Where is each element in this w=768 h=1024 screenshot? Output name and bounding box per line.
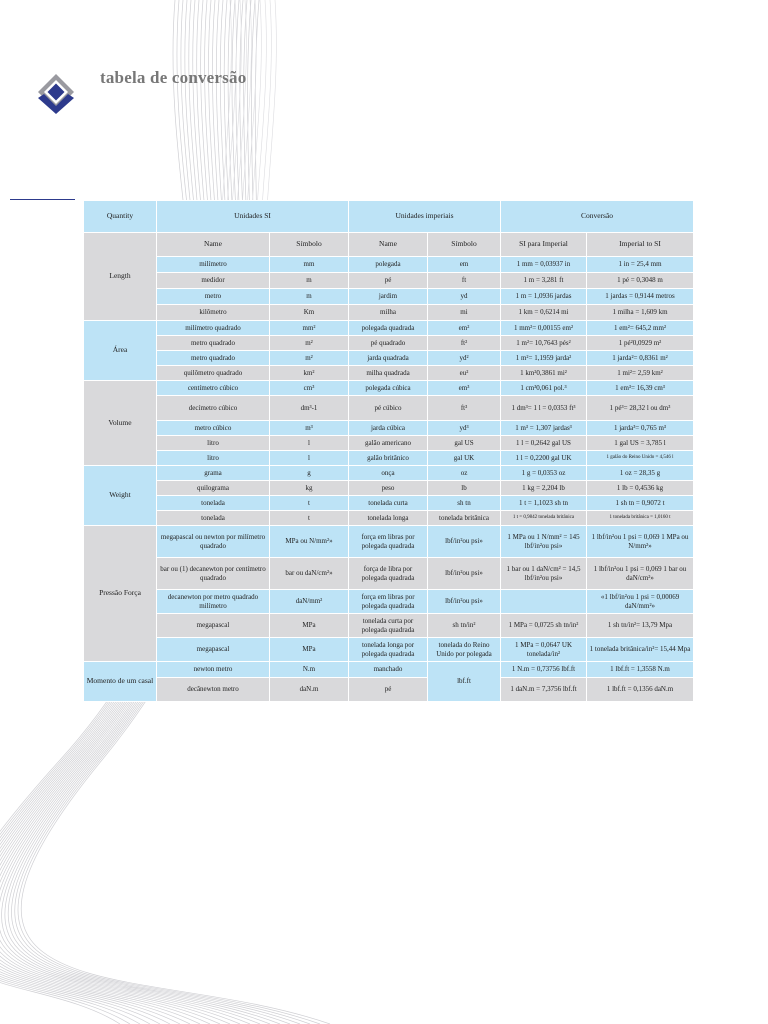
si-name-cell: megapascal <box>157 638 270 662</box>
imperial-to-si-cell: 1 milha = 1,609 km <box>587 305 694 321</box>
si-name-cell: milímetro quadrado <box>157 321 270 336</box>
imperial-units-header: Unidades imperiais <box>349 201 501 233</box>
imperial-to-si-cell: 1 gal US = 3,785 l <box>587 436 694 451</box>
imperial-name-cell: pé quadrado <box>349 336 428 351</box>
si-name-cell: centímetro cúbico <box>157 381 270 396</box>
si-symbol-cell: N.m <box>270 662 349 678</box>
imperial-symbol-cell: ft² <box>428 336 501 351</box>
imperial-symbol-cell: lbf/in²ou psi» <box>428 526 501 558</box>
imperial-symbol-cell: yd³ <box>428 421 501 436</box>
imperial-to-si-cell: 1 pé = 0,3048 m <box>587 273 694 289</box>
si-name-cell: medidor <box>157 273 270 289</box>
imperial-symbol-cell: ft <box>428 273 501 289</box>
subheader-symbol-imp: Símbolo <box>428 233 501 257</box>
si-symbol-cell: daN.m <box>270 678 349 702</box>
si-to-imperial-cell: 1 dm³= 1 l = 0,0353 ft³ <box>501 396 587 421</box>
imperial-name-cell: pé <box>349 273 428 289</box>
si-to-imperial-cell: 1 daN.m = 7,3756 lbf.ft <box>501 678 587 702</box>
imperial-name-cell: peso <box>349 481 428 496</box>
si-symbol-cell: m <box>270 289 349 305</box>
si-symbol-cell: MPa <box>270 614 349 638</box>
table-row <box>84 381 694 396</box>
imperial-to-si-cell: 1 jarda²= 0,8361 m² <box>587 351 694 366</box>
imperial-symbol-cell: lbf/in²ou psi» <box>428 590 501 614</box>
si-name-cell: litro <box>157 451 270 466</box>
table-row <box>84 662 694 678</box>
table-row <box>84 396 694 421</box>
quantity-group-label: Pressão Força <box>84 526 157 662</box>
table-row <box>84 511 694 526</box>
imperial-to-si-cell: 1 tonelada britânica = 1,0160 t <box>587 511 694 526</box>
imperial-symbol-cell: mi <box>428 305 501 321</box>
si-symbol-cell: l <box>270 451 349 466</box>
table-row <box>84 336 694 351</box>
table-row <box>84 351 694 366</box>
imperial-name-cell: milha <box>349 305 428 321</box>
imperial-to-si-cell: «1 lbf/in²ou 1 psi = 0,00069 daN/mm²» <box>587 590 694 614</box>
table-row <box>84 638 694 662</box>
quantity-group-label: Área <box>84 321 157 381</box>
imperial-symbol-cell: em² <box>428 321 501 336</box>
quantity-header: Quantity <box>84 201 157 233</box>
table-row <box>84 590 694 614</box>
si-to-imperial-cell: 1 m = 1,0936 jardas <box>501 289 587 305</box>
si-symbol-cell: l <box>270 436 349 451</box>
table-row <box>84 614 694 638</box>
table-row <box>84 558 694 590</box>
table-row <box>84 678 694 702</box>
imperial-symbol-cell: lbf.ft <box>428 662 501 702</box>
si-name-cell: quilograma <box>157 481 270 496</box>
si-symbol-cell: mm² <box>270 321 349 336</box>
imperial-symbol-cell: gal US <box>428 436 501 451</box>
imperial-name-cell: polegada cúbica <box>349 381 428 396</box>
imperial-symbol-cell: em <box>428 257 501 273</box>
imperial-name-cell: tonelada longa <box>349 511 428 526</box>
si-symbol-cell: m² <box>270 336 349 351</box>
si-to-imperial-cell: 1 mm²= 0,00155 em² <box>501 321 587 336</box>
page-title: tabela de conversão <box>100 68 247 87</box>
imperial-to-si-cell: 1 tonelada britânica/in²= 15,44 Mpa <box>587 638 694 662</box>
si-symbol-cell: MPa <box>270 638 349 662</box>
si-to-imperial-cell: 1 N.m = 0,73756 lbf.ft <box>501 662 587 678</box>
imperial-to-si-cell: 1 em²= 645,2 mm² <box>587 321 694 336</box>
table-row <box>84 273 694 289</box>
imperial-to-si-cell: 1 oz = 28,35 g <box>587 466 694 481</box>
si-symbol-cell: MPa ou N/mm²» <box>270 526 349 558</box>
imperial-to-si-cell: 1 pé³= 28,32 l ou dm³ <box>587 396 694 421</box>
si-to-imperial-cell: 1 MPa = 0,0647 UK tonelada/in² <box>501 638 587 662</box>
si-name-cell: litro <box>157 436 270 451</box>
table-row <box>84 321 694 336</box>
si-to-imperial-cell <box>501 590 587 614</box>
table-row <box>84 257 694 273</box>
imperial-name-cell: tonelada curta por polegada quadrada <box>349 614 428 638</box>
company-logo-icon <box>36 72 76 116</box>
imperial-name-cell: força em libras por polegada quadrada <box>349 526 428 558</box>
imperial-symbol-cell: ft³ <box>428 396 501 421</box>
si-name-cell: metro quadrado <box>157 351 270 366</box>
imperial-symbol-cell: tonelada britânica <box>428 511 501 526</box>
imperial-name-cell: polegada <box>349 257 428 273</box>
imperial-name-cell: galão britânico <box>349 451 428 466</box>
imperial-to-si-cell: 1 in = 25,4 mm <box>587 257 694 273</box>
si-name-cell: bar ou (1) decanewton por centímetro quadrado <box>157 558 270 590</box>
imperial-to-si-cell: 1 lb = 0,4536 kg <box>587 481 694 496</box>
imperial-symbol-cell: em³ <box>428 381 501 396</box>
si-symbol-cell: g <box>270 466 349 481</box>
imperial-name-cell: jarda quadrada <box>349 351 428 366</box>
table-row <box>84 289 694 305</box>
table-row <box>84 421 694 436</box>
imperial-to-si-cell: 1 jardas = 0,9144 metros <box>587 289 694 305</box>
si-symbol-cell: kg <box>270 481 349 496</box>
imperial-name-cell: galão americano <box>349 436 428 451</box>
subheader-name-imp: Name <box>349 233 428 257</box>
si-to-imperial-cell: 1 mm = 0,03937 in <box>501 257 587 273</box>
imperial-to-si-cell: 1 sh tn/in²= 13,79 Mpa <box>587 614 694 638</box>
si-name-cell: megapascal ou newton por milímetro quadrado <box>157 526 270 558</box>
imperial-symbol-cell: sh tn/in² <box>428 614 501 638</box>
table-row <box>84 526 694 558</box>
si-name-cell: decanewton por metro quadrado milímetro <box>157 590 270 614</box>
table-row <box>84 496 694 511</box>
table-header-row <box>84 201 694 233</box>
si-to-imperial-cell: 1 m²= 1,1959 jarda² <box>501 351 587 366</box>
imperial-symbol-cell: eu² <box>428 366 501 381</box>
si-to-imperial-cell: 1 MPa ou 1 N/mm² = 145 lbf/in²ou psi» <box>501 526 587 558</box>
si-to-imperial-cell: 1 MPa = 0,0725 sh tn/in² <box>501 614 587 638</box>
quantity-group-label: Momento de um casal <box>84 662 157 702</box>
table-row <box>84 451 694 466</box>
imperial-to-si-cell: 1 mi²= 2,59 km² <box>587 366 694 381</box>
si-to-imperial-cell: 1 l = 0,2200 gal UK <box>501 451 587 466</box>
si-units-header: Unidades SI <box>157 201 349 233</box>
subheader-si-to-imp: SI para Imperial <box>501 233 587 257</box>
imperial-to-si-cell: 1 galão do Reino Unido = 4,546 l <box>587 451 694 466</box>
imperial-symbol-cell: sh tn <box>428 496 501 511</box>
si-name-cell: newton metro <box>157 662 270 678</box>
si-symbol-cell: km² <box>270 366 349 381</box>
imperial-to-si-cell: 1 sh tn = 0,9072 t <box>587 496 694 511</box>
subheader-name-si: Name <box>157 233 270 257</box>
imperial-name-cell: polegada quadrada <box>349 321 428 336</box>
imperial-name-cell: onça <box>349 466 428 481</box>
conversion-header: Conversão <box>501 201 694 233</box>
imperial-name-cell: tonelada longa por polegada quadrada <box>349 638 428 662</box>
table-row <box>84 305 694 321</box>
conversion-table <box>83 200 694 702</box>
si-name-cell: metro cúbico <box>157 421 270 436</box>
column-subheader-row <box>84 233 694 257</box>
si-symbol-cell: daN/mm² <box>270 590 349 614</box>
si-to-imperial-cell: 1 m³ = 1,307 jardas³ <box>501 421 587 436</box>
divider-line <box>10 199 75 200</box>
si-name-cell: megapascal <box>157 614 270 638</box>
imperial-to-si-cell: 1 lbf/in²ou 1 psi = 0,069 1 MPa ou N/mm²» <box>587 526 694 558</box>
si-symbol-cell: t <box>270 496 349 511</box>
si-symbol-cell: t <box>270 511 349 526</box>
imperial-name-cell: pé <box>349 678 428 702</box>
imperial-symbol-cell: oz <box>428 466 501 481</box>
si-symbol-cell: m³ <box>270 421 349 436</box>
imperial-name-cell: manchado <box>349 662 428 678</box>
si-to-imperial-cell: 1 bar ou 1 daN/cm² = 14,5 lbf/in²ou psi» <box>501 558 587 590</box>
imperial-symbol-cell: lbf/in²ou psi» <box>428 558 501 590</box>
subheader-symbol-si: Símbolo <box>270 233 349 257</box>
imperial-to-si-cell: 1 lbf/in²ou 1 psi = 0,069 1 bar ou daN/cm²» <box>587 558 694 590</box>
si-name-cell: metro <box>157 289 270 305</box>
si-name-cell: decânewton metro <box>157 678 270 702</box>
si-name-cell: tonelada <box>157 511 270 526</box>
imperial-symbol-cell: yd² <box>428 351 501 366</box>
imperial-name-cell: pé cúbico <box>349 396 428 421</box>
imperial-name-cell: jarda cúbica <box>349 421 428 436</box>
imperial-to-si-cell: 1 em³= 16,39 cm³ <box>587 381 694 396</box>
imperial-symbol-cell: tonelada do Reino Unido por polegada <box>428 638 501 662</box>
si-to-imperial-cell: 1 m²= 10,7643 pés² <box>501 336 587 351</box>
imperial-name-cell: jardim <box>349 289 428 305</box>
si-symbol-cell: m² <box>270 351 349 366</box>
si-symbol-cell: cm³ <box>270 381 349 396</box>
imperial-to-si-cell: 1 lbf.ft = 0,1356 daN.m <box>587 678 694 702</box>
si-name-cell: quilômetro quadrado <box>157 366 270 381</box>
table-row <box>84 466 694 481</box>
si-name-cell: grama <box>157 466 270 481</box>
imperial-symbol-cell: gal UK <box>428 451 501 466</box>
si-to-imperial-cell: 1 kg = 2,204 lb <box>501 481 587 496</box>
imperial-to-si-cell: 1 lbf.ft = 1,3558 N.m <box>587 662 694 678</box>
si-symbol-cell: bar ou daN/cm²» <box>270 558 349 590</box>
si-symbol-cell: dm³-1 <box>270 396 349 421</box>
si-name-cell: milímetro <box>157 257 270 273</box>
si-name-cell: decímetro cúbico <box>157 396 270 421</box>
si-symbol-cell: m <box>270 273 349 289</box>
table-row <box>84 481 694 496</box>
si-to-imperial-cell: 1 km²0,3861 mi² <box>501 366 587 381</box>
imperial-to-si-cell: 1 pé²0,0929 m² <box>587 336 694 351</box>
imperial-symbol-cell: lb <box>428 481 501 496</box>
imperial-symbol-cell: yd <box>428 289 501 305</box>
si-name-cell: metro quadrado <box>157 336 270 351</box>
si-to-imperial-cell: 1 g = 0,0353 oz <box>501 466 587 481</box>
imperial-name-cell: força de libra por polegada quadrada <box>349 558 428 590</box>
si-to-imperial-cell: 1 cm³0,061 pol.³ <box>501 381 587 396</box>
subheader-imp-to-si: Imperial to SI <box>587 233 694 257</box>
si-to-imperial-cell: 1 t = 0,9842 tonelada britânica <box>501 511 587 526</box>
imperial-name-cell: milha quadrada <box>349 366 428 381</box>
table-row <box>84 366 694 381</box>
si-symbol-cell: mm <box>270 257 349 273</box>
quantity-group-label: Volume <box>84 381 157 466</box>
si-to-imperial-cell: 1 t = 1,1023 sh tn <box>501 496 587 511</box>
si-symbol-cell: Km <box>270 305 349 321</box>
si-name-cell: tonelada <box>157 496 270 511</box>
si-name-cell: kilômetro <box>157 305 270 321</box>
table-row <box>84 436 694 451</box>
si-to-imperial-cell: 1 l = 0,2642 gal US <box>501 436 587 451</box>
imperial-to-si-cell: 1 jarda³= 0,765 m³ <box>587 421 694 436</box>
imperial-name-cell: tonelada curta <box>349 496 428 511</box>
quantity-group-label: Length <box>84 233 157 321</box>
si-to-imperial-cell: 1 km = 0,6214 mi <box>501 305 587 321</box>
quantity-group-label: Weight <box>84 466 157 526</box>
imperial-name-cell: força em libras por polegada quadrada <box>349 590 428 614</box>
si-to-imperial-cell: 1 m = 3,281 ft <box>501 273 587 289</box>
